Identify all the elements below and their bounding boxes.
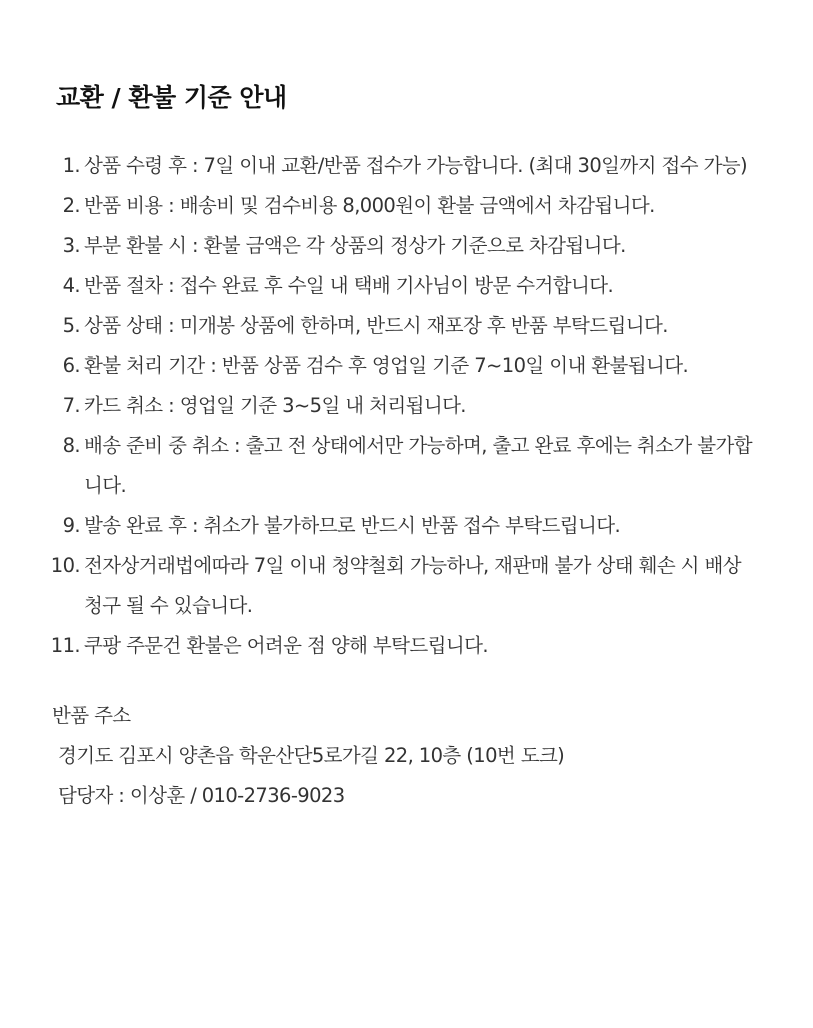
item-text: 상품 상태 : 미개봉 상품에 한하며, 반드시 재포장 후 반품 부탁드립니다. (84, 314, 668, 337)
item-text: 반품 비용 : 배송비 및 검수비용 8,000원이 환불 금액에서 차감됩니다. (84, 194, 655, 217)
item-text: 반품 절차 : 접수 완료 후 수일 내 택배 기사님이 방문 수거합니다. (84, 274, 614, 297)
return-contact: 담당자 : 이상훈 / 010-2736-9023 (58, 784, 345, 807)
item-number: 8. (62, 434, 80, 457)
item-text: 쿠팡 주문건 환불은 어려운 점 양해 부탁드립니다. (84, 634, 488, 657)
list-item (56, 266, 757, 306)
return-address-heading: 반품 주소 (52, 704, 131, 727)
item-number: 1. (62, 154, 80, 177)
item-text: 배송 준비 중 취소 : 출고 전 상태에서만 가능하며, 출고 완료 후에는 취소가 불가합니다. (84, 434, 752, 497)
item-number: 2. (62, 194, 80, 217)
list-item (56, 346, 757, 386)
list-item (56, 386, 757, 426)
return-address-block (52, 696, 757, 816)
list-item (56, 186, 757, 226)
item-text: 환불 처리 기간 : 반품 상품 검수 후 영업일 기준 7~10일 이내 환불됩니다. (84, 354, 689, 377)
item-text: 카드 취소 : 영업일 기준 3~5일 내 처리됩니다. (84, 394, 466, 417)
item-number: 5. (62, 314, 80, 337)
item-text: 상품 수령 후 : 7일 이내 교환/반품 접수가 가능합니다. (최대 30일까지 접수 가능) (84, 154, 748, 177)
item-number: 7. (62, 394, 80, 417)
item-text: 전자상거래법에따라 7일 이내 청약철회 가능하나, 재판매 불가 상태 훼손 시 배상 청구 될 수 있습니다. (84, 554, 741, 617)
item-number: 4. (62, 274, 80, 297)
list-item (56, 426, 757, 506)
item-number: 11. (50, 634, 80, 657)
item-text: 발송 완료 후 : 취소가 불가하므로 반드시 반품 접수 부탁드립니다. (84, 514, 621, 537)
return-address: 경기도 김포시 양촌읍 학운산단5로가길 22, 10층 (10번 도크) (58, 744, 565, 767)
page-title: 교환 / 환불 기준 안내 (56, 83, 287, 112)
notice-list (50, 146, 757, 666)
item-number: 9. (62, 514, 80, 537)
list-item (56, 306, 757, 346)
item-number: 3. (62, 234, 80, 257)
list-item (56, 146, 757, 186)
list-item (56, 506, 757, 546)
list-item (50, 546, 757, 626)
list-item (56, 226, 757, 266)
item-number: 6. (62, 354, 80, 377)
item-text: 부분 환불 시 : 환불 금액은 각 상품의 정상가 기준으로 차감됩니다. (84, 234, 626, 257)
list-item (50, 626, 757, 666)
item-number: 10. (50, 554, 80, 577)
